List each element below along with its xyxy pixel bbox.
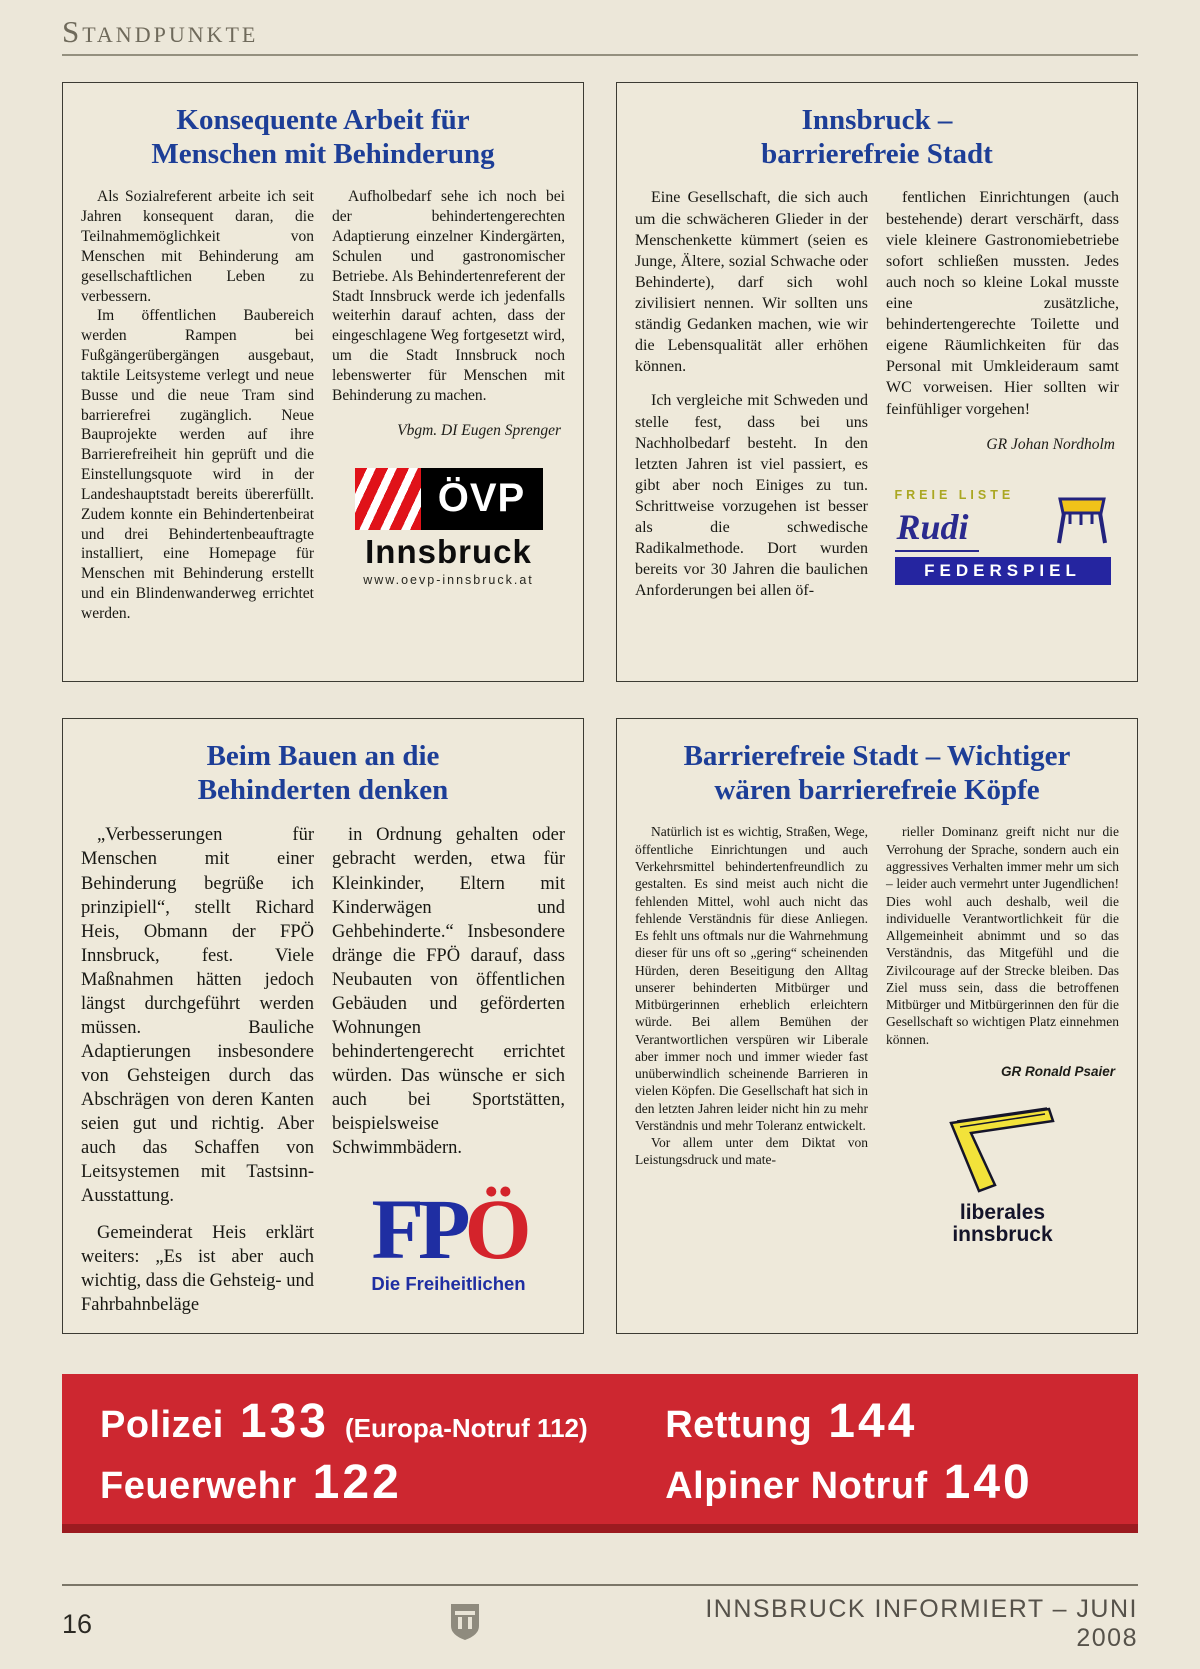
paragraph: rieller Dominanz greift nicht nur die Verrohung der Sprache, sondern auch ein aggressives Verhalten immer mehr um sich – leider auch vermehrt unter Jugendlichen! Dies wohl auch deshalb, weil die individuelle Verantwortlichkeit für die Allgemeinheit abnimmt und so das Verständnis, das Mitgefühl und die Zivilcourage auf der Strecke bleiben. Das Ziel muss sein, dass die betroffenen Mitbürger und Mitbürgerinnen den für die Gesellschaft so wichtigen Platz einnehmen können. [886,824,1119,1047]
fpoe-oe-letter: Ö [464,1181,526,1278]
header-rule [62,54,1138,56]
fpoe-wordmark [332,1181,565,1278]
title-line-1: Barrierefreie Stadt – Wichtiger [683,740,1071,772]
column-left [81,187,314,623]
federspiel-logo-text [895,488,1047,552]
article-columns [81,823,565,1317]
column-right [332,823,565,1317]
emergency-label: Rettung [665,1404,813,1447]
federspiel-chair-icon [1053,493,1111,552]
paragraph: Als Sozialreferent arbeite ich seit Jahren konsequent daran, die Teilnahmemöglichkeit von Menschen mit Behinderung am gesellschaftlichen Leben zu verbessern. [81,188,314,305]
paragraph: „Verbesserungen für Menschen mit einer Behinderung begrüße ich prinzipiell“, stellt Richard Heis, Obmann der FPÖ Innsbruck, fest. Viele Maßnahmen hätten jedoch längst durchgeführt werden müssen. Bauliche Adaptierungen insbesondere von Gehsteigen durch das Abschrägen von deren Kanten seien gut und richtig. Aber auch das Schaffen von Leitsystemen mit Tastsinn-Ausstattung. [81,825,314,1207]
liberal-logo [918,1101,1088,1246]
title-line-1: Beim Bauen an die [206,740,440,772]
emergency-number: 140 [943,1456,1033,1510]
article-federspiel-title [635,103,1119,171]
emergency-right-column [665,1394,1100,1510]
page-number: 16 [62,1608,93,1639]
column-right [886,823,1119,1246]
title-line-2: wären barrierefreie Köpfe [714,774,1040,807]
paragraph: Eine Gesellschaft, die sich auch um die schwächeren Glieder in der Menschenkette kümmert (seien es Junge, Ältere, sozial Schwache oder Behinderte), darf sich wohl zivilisiert nennen. Wir sollten uns ständig Gedanken machen, wie wir die Lebensqualität aller erhöhen können. [635,189,868,376]
title-line-2: Behinderten denken [197,774,449,807]
liberal-name-line1: liberales [959,1200,1046,1224]
oevp-website-link[interactable]: www.oevp-innsbruck.at [363,572,534,587]
liberal-name-line2: innsbruck [952,1222,1053,1246]
article-columns [81,187,565,623]
innsbruck-crest-icon [262,1603,668,1646]
oevp-city-label: Innsbruck [365,532,532,570]
article-columns [635,823,1119,1246]
signature-sprenger: Vbgm. DI Eugen Sprenger [397,421,561,439]
column-right [886,187,1119,601]
page-footer [62,1584,1138,1653]
title-line-1: Konsequente Arbeit für [176,104,470,136]
paragraph: Natürlich ist es wichtig, Straßen, Wege, öffentliche Einrichtungen und auch Verkehrsmittel behindertenfreundlich zu gestalten. Es sind meist auch nicht die fehlenden Mittel, wohl auch nicht das fehlende Verständnis für diese Anliegen. Es fehlt uns oftmals nur die Wahrnehmung dieser für uns oft so „gering“ scheinenden Hürden, deren Beseitigung den Alltag unserer behinderten Mitbürger und Mitbürgerinnen erheblich erleichtern würde. Bei allem Bemühen der Verantwortlichen verspüren wir Liberale aber immer noch und immer wieder fast unüberwindlich scheinende Barrieren in vielen Köpfen. Die Gesellschaft hat sich in den letzten Jahren leider nicht hin zu mehr Verständnis und mehr Toleranz entwickelt. [635,824,868,1133]
oevp-wordmark: ÖVP [421,468,543,530]
federspiel-name-bar: FEDERSPIEL [895,557,1111,585]
title-line-2: barrierefreie Stadt [761,138,993,171]
emergency-line-alpin [665,1455,1100,1510]
paragraph: Im öffentlichen Baubereich werden Rampen bei Fußgängerübergängen ausgebaut, taktile Leitsysteme verlegt und neue Busse und die neue Tram sind barrierefrei zugänglich. Neue Bauprojekte werden auf ihre Barrierefreiheit hin geprüft und die Einstellungsquote wird in der Landeshauptstadt bereits übererfüllt. Zudem konnte ein Behindertenbeirat und drei Behindertenbeauftragte installiert, eine Homepage für Menschen mit Behinderung erstellt und ein Blindenwanderweg errichtet werden. [81,307,314,622]
emergency-number: 144 [828,1395,918,1449]
fpoe-tagline: Die Freiheitlichen [371,1273,526,1295]
signature-nordholm: GR Johan Nordholm [986,435,1115,453]
paragraph: fentlichen Einrichtungen (auch bestehende) derart verschärft, dass viele kleinere Gastronomiebetriebe sofort schließen mussten. Jedes auch noch so kleine Lokal musste eine zusätzliche, behindertengerechte Toilette und eigene Räumlichkeiten für das Personal mit Umkleideraum samt WC vorweisen. Hier sollten wir feinfühliger vorgehen! [886,189,1119,418]
freie-liste-label: FREIE LISTE [894,487,1015,502]
emergency-line-rettung [665,1394,1100,1449]
article-grid [62,82,1138,1334]
emergency-number: 122 [312,1456,402,1510]
paragraph: Aufholbedarf sehe ich noch bei der behindertengerechten Adaptierung einzelner Kindergärten, Schulen und gastronomischer Betriebe. Als Behindertenreferent der Stadt Innsbruck werde ich jedenfalls weiterhin darauf achten, dass der eingeschlagene Weg fortgesetzt wird, um die Stadt Innsbruck noch lebenswerter für Menschen mit Behinderung zu machen. [332,188,565,404]
article-federspiel [616,82,1138,682]
fpoe-logo [332,1181,565,1295]
federspiel-logo [895,488,1111,585]
article-liberal [616,718,1138,1334]
title-line-2: Menschen mit Behinderung [151,138,495,171]
emergency-line-polizei [100,1394,665,1449]
oevp-badge [355,468,543,530]
issue-title: INNSBRUCK INFORMIERT – JUNI 2008 [705,1595,1138,1652]
emergency-line-feuerwehr [100,1455,665,1510]
article-liberal-title [635,739,1119,807]
article-oevp [62,82,584,682]
federspiel-logo-top [895,488,1111,552]
liberal-ramp-icon [918,1101,1088,1202]
article-columns [635,187,1119,601]
emergency-suffix: (Europa-Notruf 112) [344,1413,588,1444]
page-header [62,16,1138,82]
paragraph: Ich vergleiche mit Schweden und stelle fest, dass bei uns Nachholbedarf besteht. In den letzten Jahren ist viel passiert, es gibt aber noch Einiges zu tun. Schrittweise vorzugehen ist besser als die schwedische Radikalmethode. Dort wurden bereits vor 30 Jahren die baulichen Anforderungen bei allen öf- [635,392,868,600]
rudi-script: Rudi [895,506,979,552]
austria-flag-icon [355,468,421,530]
section-kicker: Standpunkte [62,14,259,49]
column-left [635,187,868,601]
emergency-left-column [100,1394,665,1510]
article-fpoe [62,718,584,1334]
paragraph: Gemeinderat Heis erklärt weiters: „Es ist aber auch wichtig, dass die Gehsteig- und Fahrbahnbeläge [81,1223,314,1316]
column-right [332,187,565,623]
emergency-label: Alpiner Notruf [665,1465,928,1508]
paragraph: Vor allem unter dem Diktat von Leistungsdruck und mate- [635,1135,868,1168]
signature-psaier: GR Ronald Psaier [1000,1063,1115,1079]
emergency-label: Feuerwehr [100,1465,297,1508]
emergency-number: 133 [239,1395,329,1449]
emergency-banner [62,1374,1138,1533]
article-fpoe-title [81,739,565,807]
emergency-label: Polizei [100,1404,224,1447]
column-left [635,823,868,1246]
column-left [81,823,314,1317]
title-line-1: Innsbruck – [801,104,953,136]
oevp-logo [349,468,549,587]
fpoe-fp-letters: FP [371,1181,465,1278]
article-oevp-title [81,103,565,171]
paragraph: in Ordnung gehalten oder gebracht werden, etwa für Kleinkinder, Eltern mit Kinderwägen und Gehbehinderte.“ Insbesondere dränge die FPÖ darauf, dass Neubauten von öffentlichen Gebäuden und geförderten Wohnungen behindertengerecht errichtet würden. Das wünsche er sich auch bei Sportstätten, beispielsweise Schwimmbädern. [332,825,565,1159]
